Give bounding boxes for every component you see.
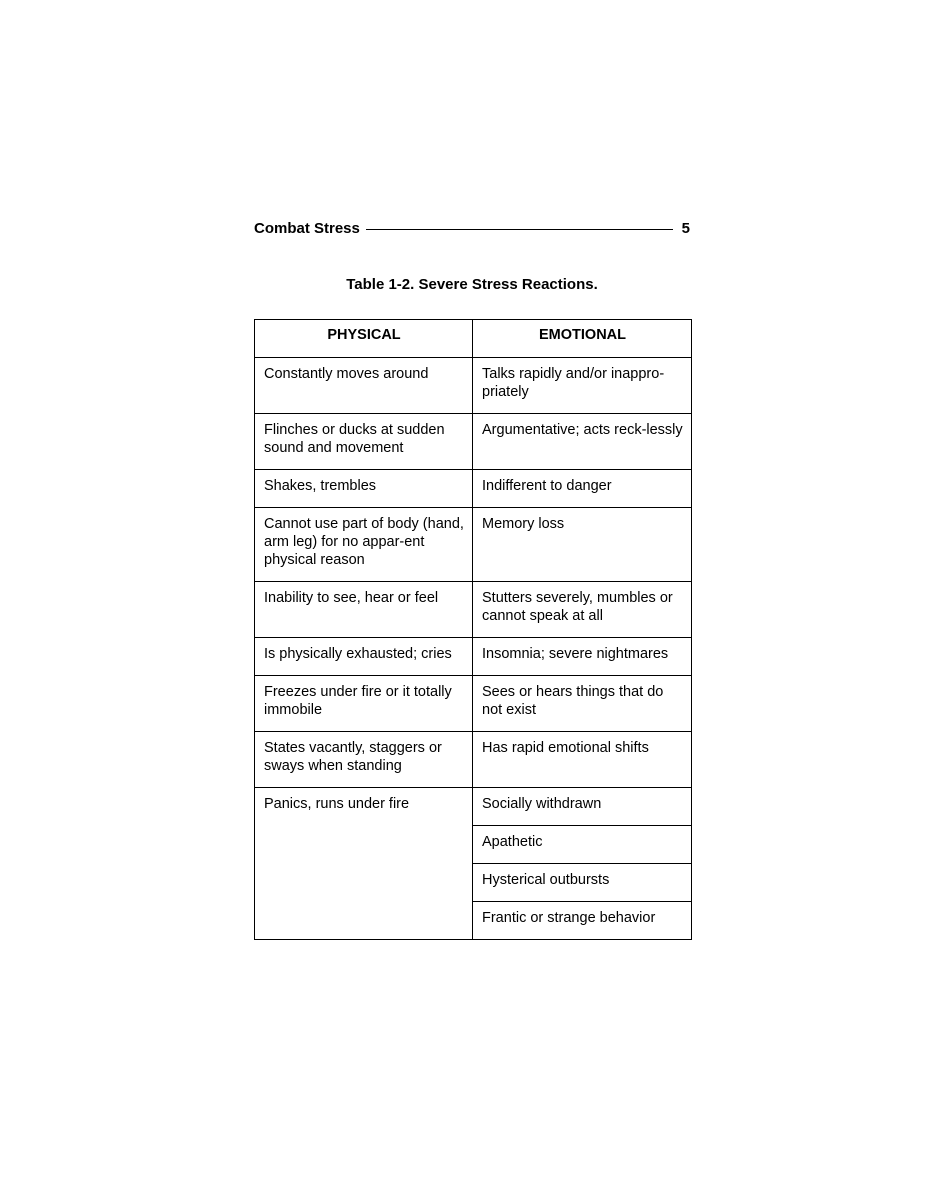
column-header-physical: PHYSICAL <box>255 320 473 358</box>
table-row <box>255 508 692 582</box>
emotional-cell: Has rapid emotional shifts <box>473 732 692 788</box>
header-rule <box>366 229 673 230</box>
table-row <box>255 676 692 732</box>
table-row <box>255 470 692 508</box>
page-number: 5 <box>681 219 690 237</box>
table-row <box>255 582 692 638</box>
emotional-cell: Frantic or strange behavior <box>473 902 692 940</box>
table-caption: Table 1-2. Severe Stress Reactions. <box>346 276 598 293</box>
column-header-emotional: EMOTIONAL <box>473 320 692 358</box>
physical-cell: Cannot use part of body (hand, arm leg) for no appar-ent physical reason <box>255 508 473 582</box>
emotional-cell: Hysterical outbursts <box>473 864 692 902</box>
physical-cell: Constantly moves around <box>255 358 473 414</box>
physical-cell: Is physically exhausted; cries <box>255 638 473 676</box>
emotional-cell: Apathetic <box>473 826 692 864</box>
emotional-cell: Socially withdrawn <box>473 788 692 826</box>
physical-cell: States vacantly, staggers or sways when standing <box>255 732 473 788</box>
emotional-cell: Stutters severely, mumbles or cannot speak at all <box>473 582 692 638</box>
table-row <box>255 638 692 676</box>
physical-cell: Shakes, trembles <box>255 470 473 508</box>
emotional-cell: Argumentative; acts reck-lessly <box>473 414 692 470</box>
table-header-row <box>255 320 692 358</box>
physical-cell: Flinches or ducks at sudden sound and movement <box>255 414 473 470</box>
emotional-cell: Indifferent to danger <box>473 470 692 508</box>
table-row <box>255 732 692 788</box>
table-row <box>255 788 692 826</box>
physical-cell: Freezes under fire or it totally immobile <box>255 676 473 732</box>
emotional-cell: Memory loss <box>473 508 692 582</box>
table-row <box>255 358 692 414</box>
table-row <box>255 414 692 470</box>
physical-cell: Inability to see, hear or feel <box>255 582 473 638</box>
physical-cell: Panics, runs under fire <box>255 788 473 940</box>
emotional-cell: Insomnia; severe nightmares <box>473 638 692 676</box>
severe-stress-reactions-table <box>254 319 692 940</box>
running-header <box>254 218 690 238</box>
emotional-cell: Talks rapidly and/or inappro-priately <box>473 358 692 414</box>
section-title: Combat Stress <box>254 219 360 237</box>
emotional-cell: Sees or hears things that do not exist <box>473 676 692 732</box>
